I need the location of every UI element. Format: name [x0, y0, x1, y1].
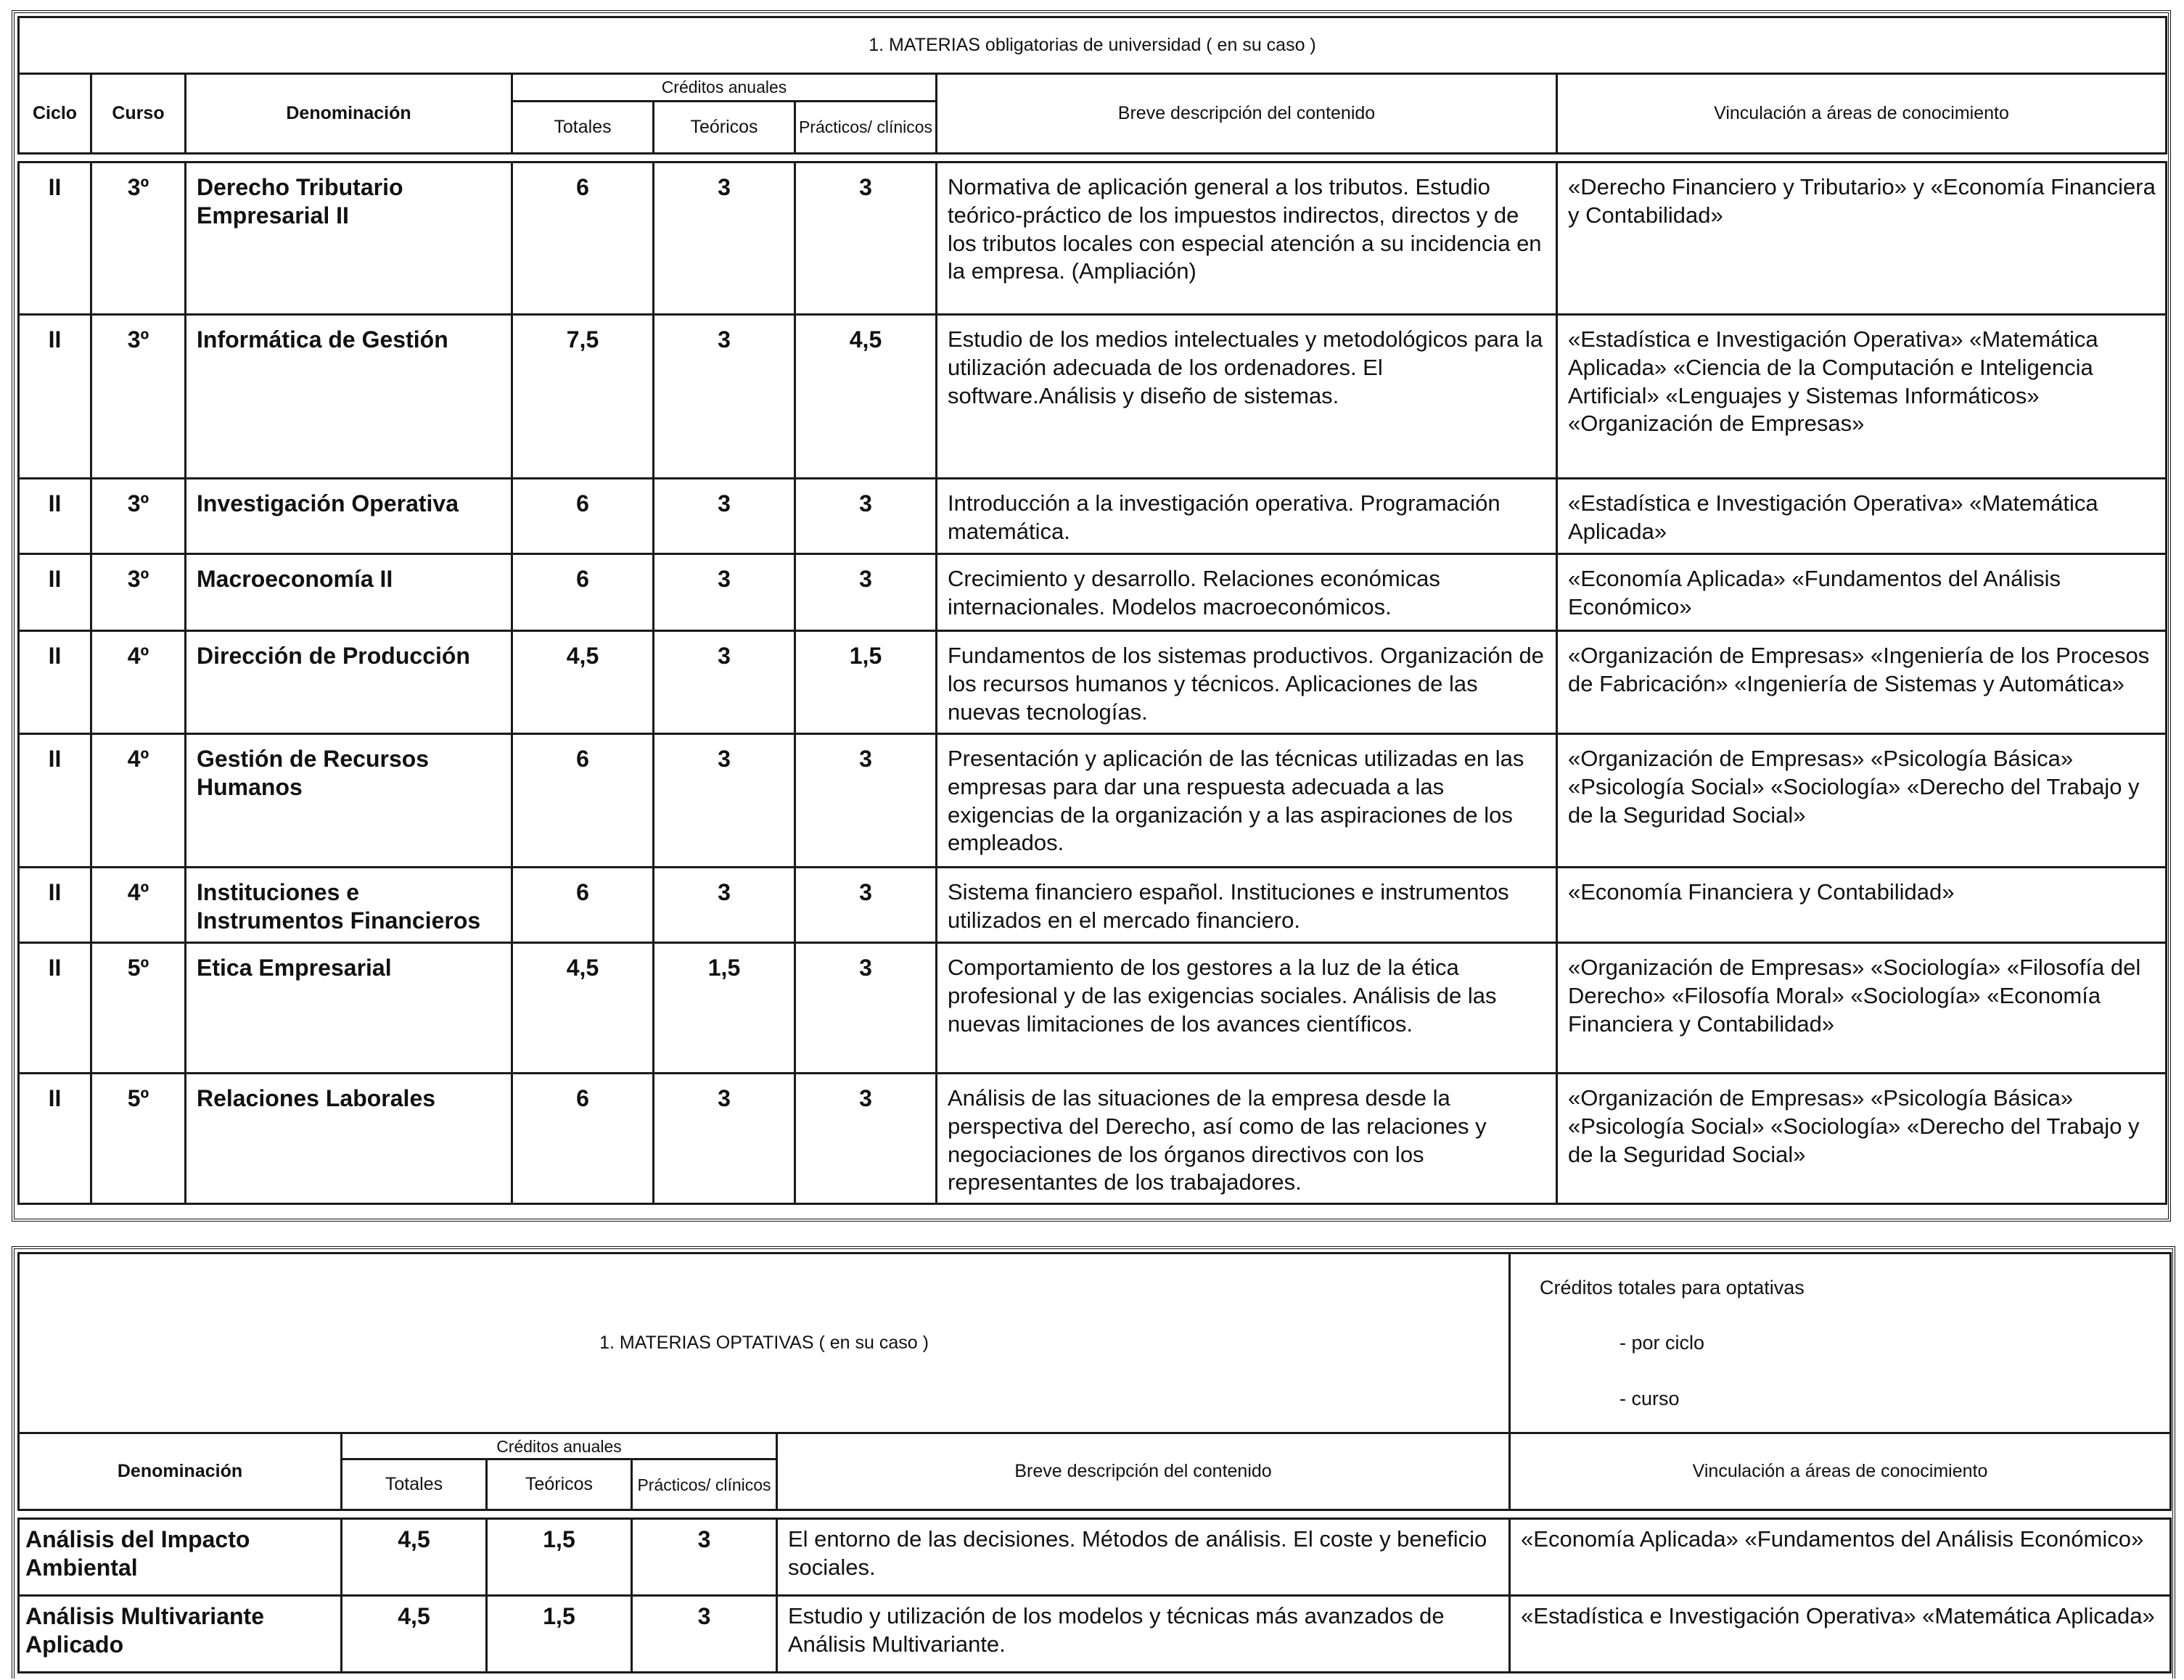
- ciclo-cell: II: [19, 943, 91, 1074]
- totales-cell: 6: [512, 1074, 654, 1204]
- curso-cell: 3º: [91, 554, 186, 631]
- vinculacion-cell: «Organización de Empresas» «Psicología Básica» «Psicología Social» «Sociología» «Derecho del Trabajo y de la Seguridad Social»: [1557, 734, 2167, 868]
- practicos-cell: 3: [795, 734, 937, 868]
- table2-title: 1. MATERIAS OPTATIVAS ( en su caso ): [19, 1253, 1510, 1433]
- descripcion-cell: Introducción a la investigación operativa. Programación matemática.: [937, 479, 1557, 554]
- practicos-cell: 3: [795, 162, 937, 315]
- denominacion-cell: Análisis Multivariante Aplicado: [19, 1596, 342, 1673]
- curso-cell: 4º: [91, 631, 186, 734]
- teoricos-cell: 3: [654, 734, 795, 868]
- curso-cell: 5º: [91, 943, 186, 1074]
- denominacion-cell: Gestión de Recursos Humanos: [186, 734, 512, 868]
- curso-cell: 4º: [91, 868, 186, 943]
- totales-cell: 4,5: [512, 943, 654, 1074]
- practicos-cell: 3: [632, 1519, 777, 1596]
- descripcion-cell: Fundamentos de los sistemas productivos. Organización de los recursos humanos y técnicos. Aplicaciones de las nuevas tecnologías.: [937, 631, 1557, 734]
- teoricos-cell: 3: [654, 162, 795, 315]
- header-creditos-anuales: Créditos anuales: [342, 1433, 777, 1459]
- table-row: [19, 479, 2167, 554]
- ciclo-cell: II: [19, 631, 91, 734]
- teoricos-cell: 3: [654, 868, 795, 943]
- header-separator: [19, 1510, 2171, 1519]
- practicos-cell: 3: [632, 1596, 777, 1673]
- practicos-cell: 3: [795, 943, 937, 1074]
- ciclo-cell: II: [19, 1074, 91, 1204]
- ciclo-cell: II: [19, 162, 91, 315]
- header-ciclo: Ciclo: [19, 74, 91, 154]
- table-row: [19, 1519, 2171, 1596]
- practicos-cell: 3: [795, 479, 937, 554]
- vinculacion-cell: «Economía Aplicada» «Fundamentos del Análisis Económico»: [1557, 554, 2167, 631]
- practicos-cell: 4,5: [795, 315, 937, 479]
- totales-cell: 6: [512, 479, 654, 554]
- table-row: [19, 943, 2167, 1074]
- denominacion-cell: Macroeconomía II: [186, 554, 512, 631]
- vinculacion-cell: «Organización de Empresas» «Sociología» «Filosofía del Derecho» «Filosofía Moral» «Sociología» «Economía Financiera y Contabilidad»: [1557, 943, 2167, 1074]
- header-descripcion: Breve descripción del contenido: [937, 74, 1557, 154]
- creditos-optativas-label: Créditos totales para optativas: [1540, 1277, 1805, 1298]
- totales-cell: 4,5: [342, 1596, 487, 1673]
- table-row: [19, 1074, 2167, 1204]
- denominacion-cell: Etica Empresarial: [186, 943, 512, 1074]
- header-totales: Totales: [342, 1459, 487, 1510]
- table-row: [19, 315, 2167, 479]
- header-curso: Curso: [91, 74, 186, 154]
- descripcion-cell: Sistema financiero español. Instituciones e instrumentos utilizados en el mercado financiero.: [937, 868, 1557, 943]
- table-row: [19, 631, 2167, 734]
- teoricos-cell: 3: [654, 1074, 795, 1204]
- totales-cell: 4,5: [512, 631, 654, 734]
- denominacion-cell: Investigación Operativa: [186, 479, 512, 554]
- practicos-cell: 1,5: [795, 631, 937, 734]
- curso-label: - curso: [1619, 1387, 1680, 1409]
- curso-cell: 5º: [91, 1074, 186, 1204]
- vinculacion-cell: «Economía Aplicada» «Fundamentos del Análisis Económico»: [1510, 1519, 2171, 1596]
- descripcion-cell: Estudio de los medios intelectuales y metodológicos para la utilización adecuada de los ordenadores. El software.Análisis y diseño de sistemas.: [937, 315, 1557, 479]
- header-teoricos: Teóricos: [654, 102, 795, 154]
- descripcion-cell: El entorno de las decisiones. Métodos de análisis. El coste y beneficio sociales.: [777, 1519, 1510, 1596]
- totales-cell: 6: [512, 734, 654, 868]
- teoricos-cell: 3: [654, 631, 795, 734]
- header-creditos-anuales: Créditos anuales: [512, 74, 937, 102]
- teoricos-cell: 3: [654, 315, 795, 479]
- header-practicos: Prácticos/ clínicos: [795, 102, 937, 154]
- vinculacion-cell: «Organización de Empresas» «Psicología Básica» «Psicología Social» «Sociología» «Derecho del Trabajo y de la Seguridad Social»: [1557, 1074, 2167, 1204]
- header-vinculacion: Vinculación a áreas de conocimiento: [1557, 74, 2167, 154]
- table-row: [19, 162, 2167, 315]
- descripcion-cell: Estudio y utilización de los modelos y técnicas más avanzados de Análisis Multivariante.: [777, 1596, 1510, 1673]
- descripcion-cell: Crecimiento y desarrollo. Relaciones económicas internacionales. Modelos macroeconómicos.: [937, 554, 1557, 631]
- descripcion-cell: Normativa de aplicación general a los tributos. Estudio teórico-práctico de los impuestos indirectos, directos y de los tributos locales con especial atención a su incidencia en la empresa. (Ampliación): [937, 162, 1557, 315]
- teoricos-cell: 3: [654, 554, 795, 631]
- curso-cell: 3º: [91, 315, 186, 479]
- table-row: [19, 554, 2167, 631]
- header-denominacion: Denominación: [186, 74, 512, 154]
- teoricos-cell: 3: [654, 479, 795, 554]
- vinculacion-cell: «Estadística e Investigación Operativa» «Matemática Aplicada»: [1557, 479, 2167, 554]
- totales-cell: 4,5: [342, 1519, 487, 1596]
- denominacion-cell: Instituciones e Instrumentos Financieros: [186, 868, 512, 943]
- descripcion-cell: Análisis de las situaciones de la empresa desde la perspectiva del Derecho, así como de las relaciones y negociaciones de los órganos directivos con los representantes de los trabajadores.: [937, 1074, 1557, 1204]
- totales-cell: 6: [512, 554, 654, 631]
- vinculacion-cell: «Economía Financiera y Contabilidad»: [1557, 868, 2167, 943]
- header-descripcion: Breve descripción del contenido: [777, 1433, 1510, 1510]
- denominacion-cell: Informática de Gestión: [186, 315, 512, 479]
- obligatorias-table: [17, 16, 2167, 1205]
- header-separator: [19, 154, 2167, 162]
- descripcion-cell: Presentación y aplicación de las técnicas utilizadas en las empresas para dar una respuesta adecuada a las exigencias de la organización y a las aspiraciones de los empleados.: [937, 734, 1557, 868]
- denominacion-cell: Análisis del Impacto Ambiental: [19, 1519, 342, 1596]
- curso-cell: 3º: [91, 162, 186, 315]
- totales-cell: 6: [512, 868, 654, 943]
- ciclo-cell: II: [19, 734, 91, 868]
- header-denominacion: Denominación: [19, 1433, 342, 1510]
- curso-cell: 4º: [91, 734, 186, 868]
- optativas-table: [17, 1252, 2172, 1673]
- header-vinculacion: Vinculación a áreas de conocimiento: [1510, 1433, 2171, 1510]
- totales-cell: 7,5: [512, 315, 654, 479]
- ciclo-cell: II: [19, 479, 91, 554]
- practicos-cell: 3: [795, 1074, 937, 1204]
- teoricos-cell: 1,5: [487, 1519, 632, 1596]
- ciclo-cell: II: [19, 554, 91, 631]
- por-ciclo-label: - por ciclo: [1619, 1332, 1705, 1354]
- vinculacion-cell: «Estadística e Investigación Operativa» «Matemática Aplicada»: [1510, 1596, 2171, 1673]
- ciclo-cell: II: [19, 868, 91, 943]
- ciclo-cell: II: [19, 315, 91, 479]
- denominacion-cell: Relaciones Laborales: [186, 1074, 512, 1204]
- header-practicos: Prácticos/ clínicos: [632, 1459, 777, 1510]
- header-totales: Totales: [512, 102, 654, 154]
- table-row: [19, 868, 2167, 943]
- table1-title: 1. MATERIAS obligatorias de universidad ( en su caso ): [19, 17, 2167, 74]
- header-teoricos: Teóricos: [487, 1459, 632, 1510]
- totales-cell: 6: [512, 162, 654, 315]
- practicos-cell: 3: [795, 554, 937, 631]
- teoricos-cell: 1,5: [654, 943, 795, 1074]
- practicos-cell: 3: [795, 868, 937, 943]
- denominacion-cell: Derecho Tributario Empresarial II: [186, 162, 512, 315]
- descripcion-cell: Comportamiento de los gestores a la luz de la ética profesional y de las exigencias sociales. Análisis de las nuevas limitaciones de los avances científicos.: [937, 943, 1557, 1074]
- teoricos-cell: 1,5: [487, 1596, 632, 1673]
- table-row: [19, 734, 2167, 868]
- creditos-optativas-box: [1510, 1253, 2171, 1433]
- denominacion-cell: Dirección de Producción: [186, 631, 512, 734]
- vinculacion-cell: «Organización de Empresas» «Ingeniería de los Procesos de Fabricación» «Ingeniería de Sistemas y Automática»: [1557, 631, 2167, 734]
- curso-cell: 3º: [91, 479, 186, 554]
- table-row: [19, 1596, 2171, 1673]
- vinculacion-cell: «Derecho Financiero y Tributario» y «Economía Financiera y Contabilidad»: [1557, 162, 2167, 315]
- vinculacion-cell: «Estadística e Investigación Operativa» «Matemática Aplicada» «Ciencia de la Computación e Inteligencia Artificial» «Lenguajes y Sistemas Informáticos» «Organización de Empresas»: [1557, 315, 2167, 479]
